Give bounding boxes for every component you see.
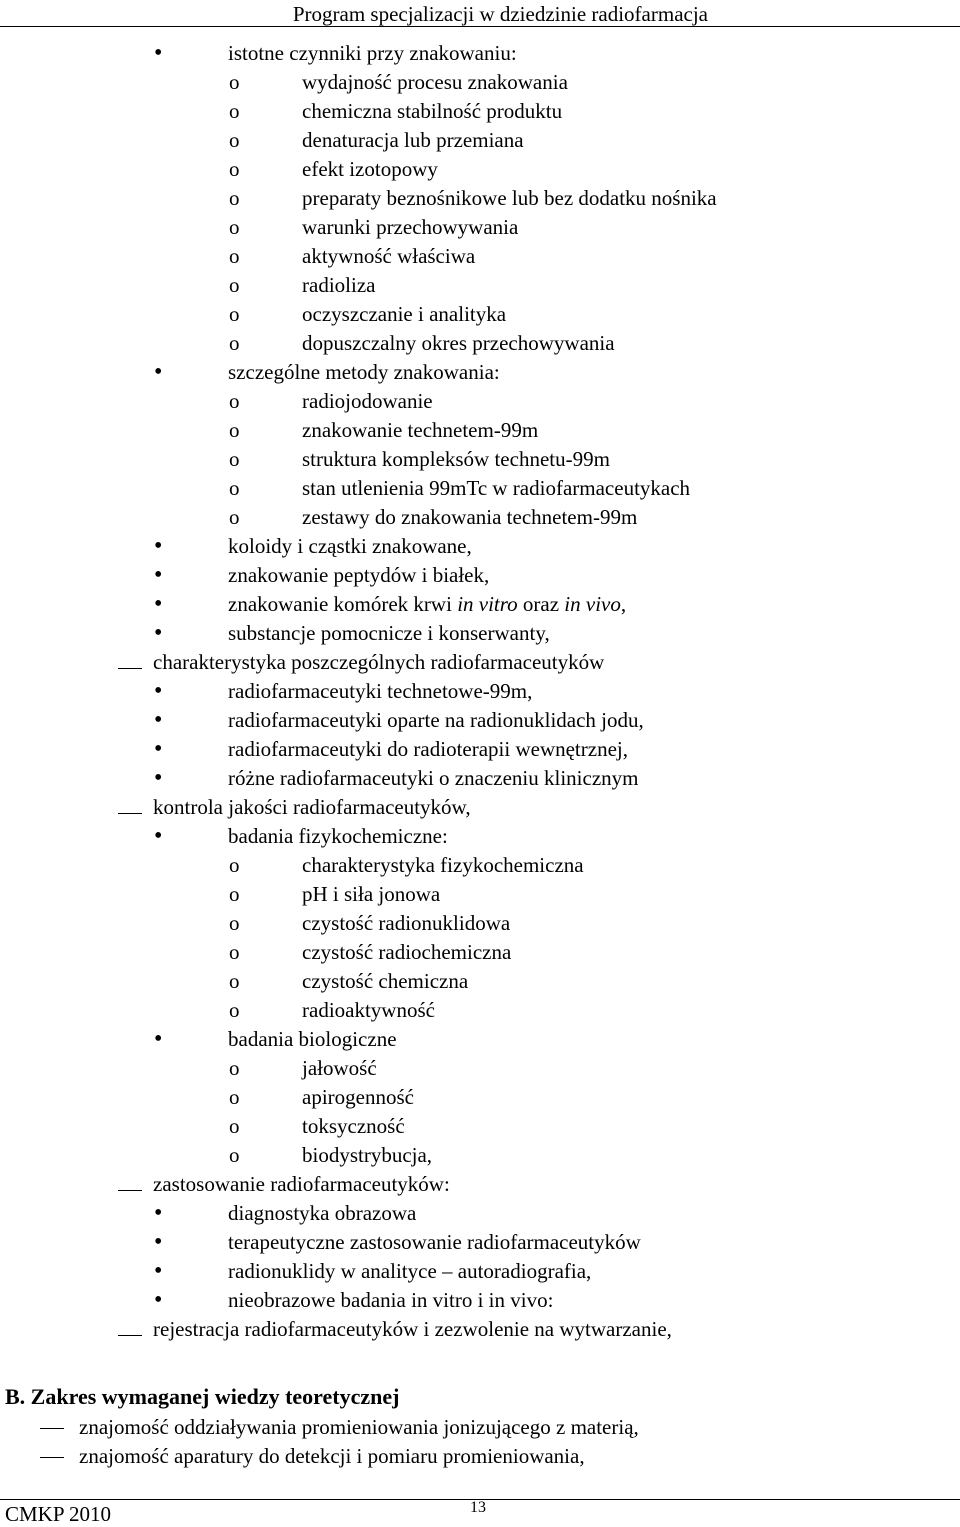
list-item-text: różne radiofarmaceutyki o znaczeniu klinicznym [228, 766, 639, 790]
list-item [0, 69, 960, 98]
list-item [0, 40, 960, 69]
circle-bullet-icon: o [229, 1114, 240, 1138]
list-item [0, 1113, 960, 1142]
bullet-icon: • [154, 620, 163, 646]
list-item-text: radioaktywność [302, 998, 435, 1022]
header-title: Program specjalizacji w dziedzinie radiofarmacja [292, 2, 708, 26]
circle-bullet-icon: o [229, 1085, 240, 1109]
list-item-text: szczególne metody znakowania: [228, 360, 500, 384]
circle-bullet-icon: o [229, 99, 240, 123]
circle-bullet-icon: o [229, 302, 240, 326]
list-item-text: efekt izotopowy [302, 157, 438, 181]
list-item-text: dopuszczalny okres przechowywania [302, 331, 615, 355]
list-item-text: diagnostyka obrazowa [228, 1201, 417, 1225]
list-item [0, 1316, 960, 1345]
list-item [0, 446, 960, 475]
list-item-text: znakowanie technetem-99m [302, 418, 539, 442]
circle-bullet-icon: o [229, 505, 240, 529]
list-item [0, 1258, 960, 1287]
list-item [0, 765, 960, 794]
bullet-icon: • [154, 562, 163, 588]
circle-bullet-icon: o [229, 447, 240, 471]
text-segment: , [620, 592, 627, 616]
outline-list [0, 40, 960, 1345]
bullet-icon: • [154, 1229, 163, 1255]
bullet-icon: • [154, 736, 163, 762]
list-item-text: radiojodowanie [302, 389, 433, 413]
list-item-text: radiofarmaceutyki do radioterapii wewnętrznej, [228, 737, 628, 761]
bullet-icon: • [154, 40, 163, 66]
list-item-text: czystość radionuklidowa [302, 911, 511, 935]
list-item [0, 243, 960, 272]
circle-bullet-icon: o [229, 70, 240, 94]
list-item-text: znakowanie peptydów i białek, [228, 563, 490, 587]
list-item-text: apirogenność [302, 1085, 414, 1109]
list-item-text: substancje pomocnicze i konserwanty, [228, 621, 550, 645]
section-b-title: B. Zakres wymaganej wiedzy teoretycznej [5, 1384, 400, 1409]
list-item [0, 301, 960, 330]
text-segment: oraz [517, 592, 565, 616]
list-item-text: nieobrazowe badania in vitro i in vivo: [228, 1288, 554, 1312]
circle-bullet-icon: o [229, 331, 240, 355]
list-item-text: znajomość oddziaływania promieniowania jonizującego z materią, [79, 1415, 639, 1439]
list-item-text: zestawy do znakowania technetem-99m [302, 505, 638, 529]
list-item-text: struktura kompleksów technetu-99m [302, 447, 610, 471]
bullet-icon: • [154, 707, 163, 733]
list-item [0, 736, 960, 765]
list-item [0, 707, 960, 736]
circle-bullet-icon: o [229, 186, 240, 210]
list-item-text: radiofarmaceutyki technetowe-99m, [228, 679, 533, 703]
circle-bullet-icon: o [229, 969, 240, 993]
list-item [0, 649, 960, 678]
list-item [0, 417, 960, 446]
list-item [0, 1287, 960, 1316]
list-item-text: jałowość [302, 1056, 377, 1080]
list-item-text: chemiczna stabilność produktu [302, 99, 563, 123]
circle-bullet-icon: o [229, 911, 240, 935]
list-item-text: znajomość aparatury do detekcji i pomiaru promieniowania, [79, 1444, 585, 1468]
list-item [0, 997, 960, 1026]
bullet-icon: • [154, 533, 163, 559]
list-item-text: czystość radiochemiczna [302, 940, 512, 964]
list-item [0, 272, 960, 301]
text-segment: znakowanie komórek krwi [228, 592, 458, 616]
circle-bullet-icon: o [229, 1143, 240, 1167]
list-item-text: stan utlenienia 99mTc w radiofarmaceutykach [302, 476, 691, 500]
list-item [0, 475, 960, 504]
list-item [0, 620, 960, 649]
list-item [0, 1026, 960, 1055]
list-item [0, 1084, 960, 1113]
italic-term: in vivo [564, 592, 621, 616]
page-header [0, 0, 960, 27]
list-item-text: badania fizykochemiczne: [228, 824, 448, 848]
list-item-text: rejestracja radiofarmaceutyków i zezwolenie na wytwarzanie, [153, 1317, 672, 1341]
list-item [0, 678, 960, 707]
list-item-text: toksyczność [302, 1114, 405, 1138]
bullet-icon: • [154, 1287, 163, 1313]
list-item-text: radionuklidy w analityce – autoradiografia, [228, 1259, 592, 1283]
list-item-text: czystość chemiczna [302, 969, 469, 993]
bullet-icon: • [154, 1258, 163, 1284]
circle-bullet-icon: o [229, 476, 240, 500]
list-item-text: kontrola jakości radiofarmaceutyków, [153, 795, 471, 819]
bullet-icon: • [154, 1026, 163, 1052]
dash-bullet-icon [118, 1319, 142, 1340]
list-item [0, 1142, 960, 1171]
circle-bullet-icon: o [229, 418, 240, 442]
list-item [0, 359, 960, 388]
list-item [0, 1200, 960, 1229]
bullet-icon: • [154, 678, 163, 704]
list-item [0, 881, 960, 910]
circle-bullet-icon: o [229, 128, 240, 152]
list-item-text: radiofarmaceutyki oparte na radionuklidach jodu, [228, 708, 644, 732]
list-item [0, 1171, 960, 1200]
list-item [0, 562, 960, 591]
list-item-text: pH i siła jonowa [302, 882, 441, 906]
circle-bullet-icon: o [229, 853, 240, 877]
list-item-text: denaturacja lub przemiana [302, 128, 524, 152]
bullet-icon: • [154, 359, 163, 385]
circle-bullet-icon: o [229, 1056, 240, 1080]
list-item-text: terapeutyczne zastosowanie radiofarmaceutyków [228, 1230, 641, 1254]
list-item-text: oczyszczanie i analityka [302, 302, 507, 326]
list-item [0, 156, 960, 185]
list-item [0, 504, 960, 533]
list-item [0, 1229, 960, 1258]
footer-label: CMKP 2010 [5, 1502, 111, 1526]
circle-bullet-icon: o [229, 940, 240, 964]
circle-bullet-icon: o [229, 998, 240, 1022]
dash-bullet-icon [118, 1174, 142, 1195]
page-number: 13 [470, 1499, 486, 1516]
list-item [0, 968, 960, 997]
section-b-list [0, 1414, 960, 1472]
list-item-text: preparaty beznośnikowe lub bez dodatku nośnika [302, 186, 717, 210]
circle-bullet-icon: o [229, 157, 240, 181]
list-item-text: zastosowanie radiofarmaceutyków: [153, 1172, 450, 1196]
list-item [0, 214, 960, 243]
circle-bullet-icon: o [229, 215, 240, 239]
list-item [0, 330, 960, 359]
list-item [0, 185, 960, 214]
list-item [0, 939, 960, 968]
list-item [0, 794, 960, 823]
list-item-text: wydajność procesu znakowania [302, 70, 568, 94]
list-item-text: charakterystyka fizykochemiczna [302, 853, 584, 877]
list-item [0, 1443, 960, 1472]
bullet-icon: • [154, 823, 163, 849]
list-item [0, 1055, 960, 1084]
list-item-text: charakterystyka poszczególnych radiofarmaceutyków [153, 650, 605, 674]
circle-bullet-icon: o [229, 389, 240, 413]
list-item-text: istotne czynniki przy znakowaniu: [228, 41, 517, 65]
list-item-text: badania biologiczne [228, 1027, 397, 1051]
list-item [0, 127, 960, 156]
list-item [0, 98, 960, 127]
bullet-icon: • [154, 765, 163, 791]
dash-bullet-icon [118, 652, 142, 673]
dash-bullet-icon [40, 1457, 64, 1458]
list-item-text [228, 594, 626, 615]
circle-bullet-icon: o [229, 273, 240, 297]
list-item [0, 823, 960, 852]
list-item-text: warunki przechowywania [302, 215, 519, 239]
list-item [0, 852, 960, 881]
list-item [0, 1414, 960, 1443]
bullet-icon: • [154, 591, 163, 617]
circle-bullet-icon: o [229, 882, 240, 906]
dash-bullet-icon [118, 797, 142, 818]
circle-bullet-icon: o [229, 244, 240, 268]
list-item-text: radioliza [302, 273, 376, 297]
bullet-icon: • [154, 1200, 163, 1226]
list-item-text: koloidy i cząstki znakowane, [228, 534, 472, 558]
list-item-text: aktywność właściwa [302, 244, 476, 268]
list-item [0, 591, 960, 620]
list-item-text: biodystrybucja, [302, 1143, 433, 1167]
list-item [0, 910, 960, 939]
italic-term: in vitro [457, 592, 518, 616]
dash-bullet-icon [40, 1428, 64, 1429]
list-item [0, 388, 960, 417]
list-item [0, 533, 960, 562]
